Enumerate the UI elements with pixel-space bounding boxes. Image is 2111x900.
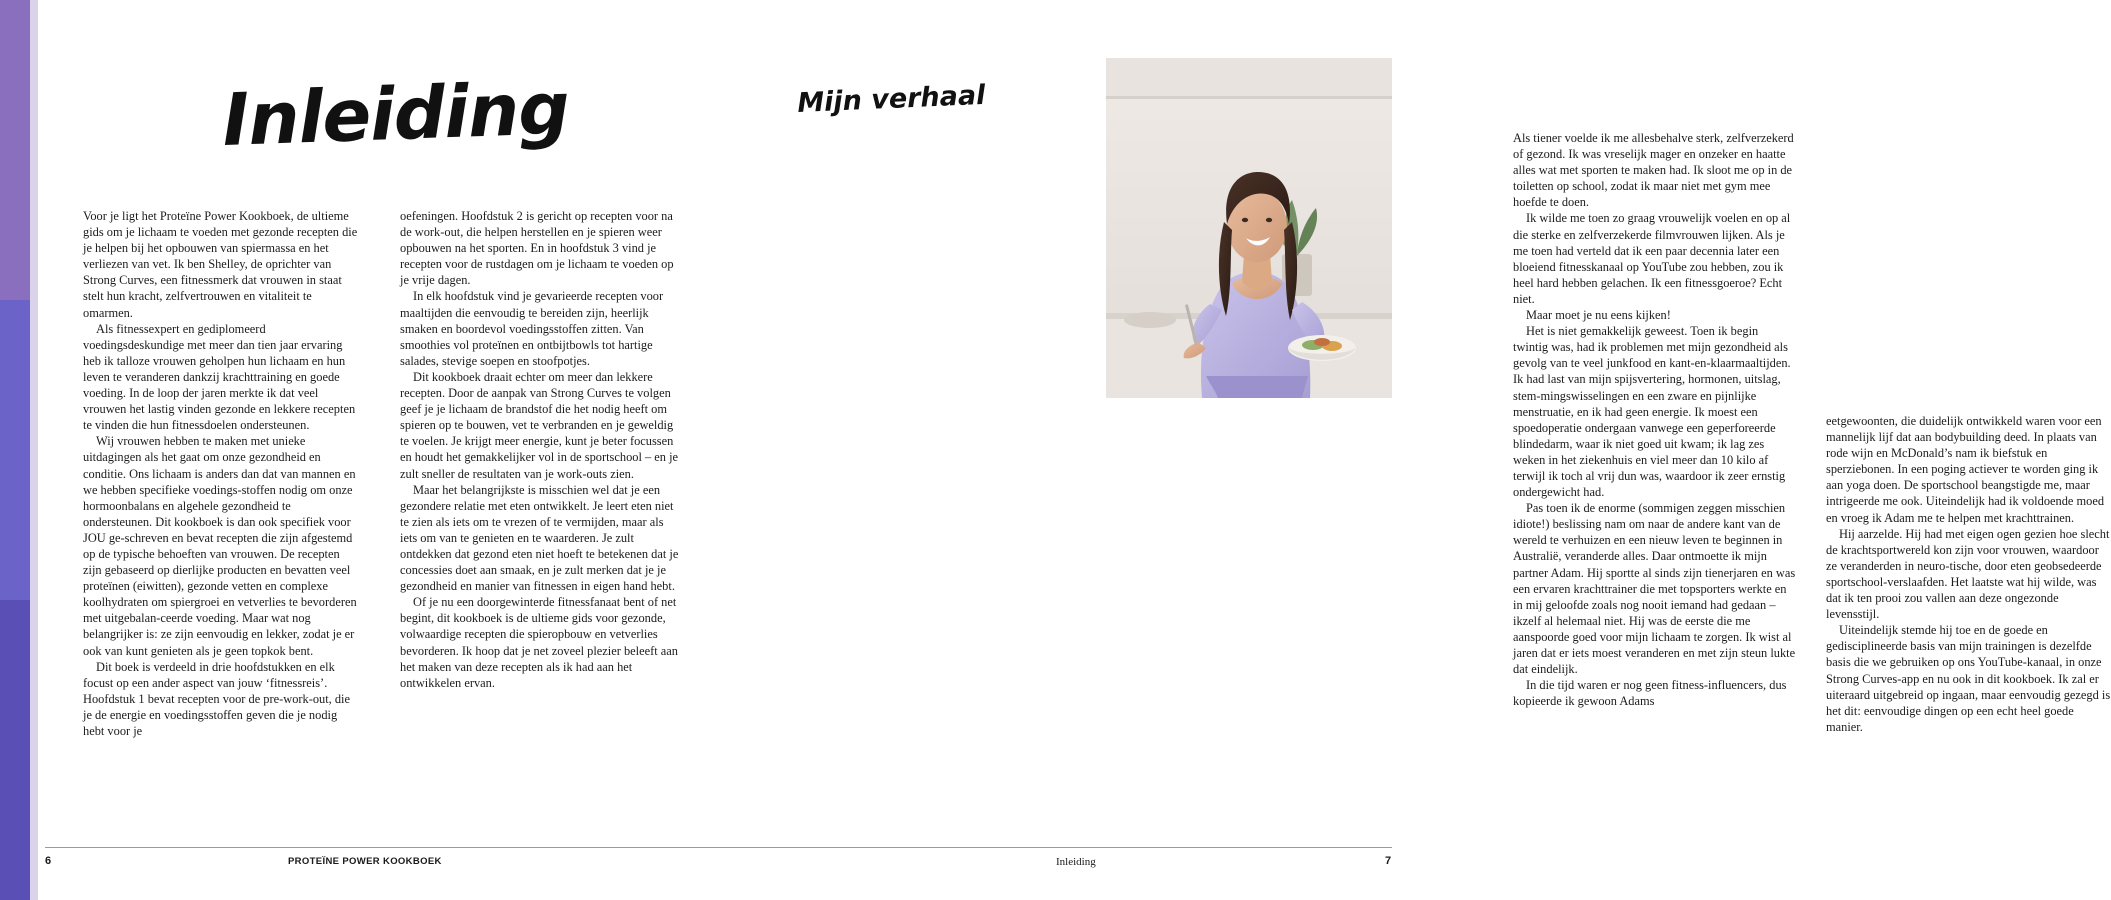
left-column-two — [400, 208, 683, 691]
paragraph: Hij aarzelde. Hij had met eigen ogen gezien hoe slecht de krachtsportwereld kon zijn voor vrouwen, waardoor ze veranderden in neuro-tische, door eten geobsedeerde sportschool-verslaafden. Het laatste wat hij wilde, was dat ik ten prooi zou vallen aan deze ongezonde levensstijl. — [1826, 526, 2110, 622]
paragraph: Dit kookboek draait echter om meer dan lekkere recepten. Door de aanpak van Strong Curves te volgen geef je je lichaam de brandstof die het nodig heeft om spieren op te bouwen, vet te verbranden en je geweldig te voelen. Je krijgt meer energie, kunt je beter focussen en houdt het gemakkelijker vol in de sportschool – en je zult sneller de resultaten van je work-outs zien. — [400, 369, 679, 481]
paragraph: Uiteindelijk stemde hij toe en de goede en gedisciplineerde basis van mijn trainingen is dezelfde basis die we gebruiken op ons YouTube-kanaal, in onze Strong Curves-app en nu ook in dit kookboek. Ik zal er uiteraard uitgebreid op ingaan, maar eenvoudig gezegd is het dit: eenvoudige dingen op een echt heel goede manier. — [1826, 623, 2111, 734]
paragraph: eetgewoonten, die duidelijk ontwikkeld waren voor een mannelijk lijf dat aan bodybuilding deed. In plaats van rode wijn en McDonald’s nam ik biefstuk en sperziebonen. In een poging actiever te worden ging ik aan yoga doen. De sportschool beangstigde me, maar intrigeerde me ook. Uiteindelijk had ik voldoende moed en vroeg ik Adam me te helpen met krachttrainen. — [1826, 414, 2105, 525]
page-left — [38, 0, 720, 900]
page-number-left: 6 — [45, 855, 52, 867]
paragraph: Ik wilde me toen zo graag vrouwelijk voelen en op al die sterke en zelfverzekerde filmvrouwen lijken. Als je me toen had verteld dat ik een paar decennia later een bloeiend fitnesskanaal op YouTube zou hebben, zou ik heel hard hebben gelachen. Ik een fitnessgoeroe? Echt niet. — [1513, 211, 1791, 306]
spine-color-bar — [0, 0, 30, 900]
right-column-one — [1513, 130, 1796, 709]
page-title: Inleiding — [221, 65, 571, 162]
paragraph: Het is niet gemakkelijk geweest. Toen ik begin twintig was, had ik problemen met mijn gezondheid als gevolg van te veel junkfood en kant-en-klaarmaaltijden. Ik had last van mijn spijsvertering, hormonen, uitslag, stem-mingswisselingen en een zware en pijnlijke menstruatie, en ik had geen energie. Ik moest een spoedoperatie ondergaan vanwege een geperforeerde blindedarm, waar ik niet goed uit kwam; ik lag zes weken in het ziekenhuis en viel meer dan 10 kilo af terwijl ik toch al vrij dun was, waardoor ik zeer ernstig ondergewicht had. — [1513, 324, 1791, 500]
paragraph: Wij vrouwen hebben te maken met unieke uitdagingen als het gaat om onze gezondheid en conditie. Ons lichaam is anders dan dat van mannen en we hebben specifieke voedings-stoffen nodig om onze hormoonbalans en algehele gezondheid te ondersteunen. Dit kookboek is dan ook specifiek voor JOU ge-schreven en bevat recepten die zijn afgestemd op de typische behoeften van vrouwen. De recepten zijn gebaseerd op dierlijke producten en bevatten veel proteïnen (eiwitten), gezonde vetten en complexe koolhydraten om spiergroei en vetverlies te bevorderen met uitgebalan-ceerde voeding. Maar wat nog belangrijker is: ze zijn eenvoudig en lekker, zodat je er ook van kunt genieten als je geen topkok bent. — [83, 434, 357, 658]
paragraph: Of je nu een doorgewinterde fitnessfanaat bent of net begint, dit kookboek is de ultieme gids voor gezonde, volwaardige recepten die spieropbouw en vetverlies bevorderen. Ik hoop dat je net zoveel plezier beleeft aan het maken van deze recepten als ik had aan het ontwikkelen ervan. — [400, 595, 678, 690]
spine-segment-top — [0, 0, 30, 300]
paragraph: In die tijd waren er nog geen fitness-influencers, dus kopieerde ik gewoon Adams — [1513, 678, 1787, 709]
spine-inner-strip — [30, 0, 38, 900]
section-heading: Mijn verhaal — [796, 79, 986, 119]
spine-segment-middle — [0, 300, 30, 600]
left-column-one — [83, 208, 360, 739]
running-head-left: PROTEÏNE POWER KOOKBOEK — [288, 856, 442, 867]
paragraph: Voor je ligt het Proteïne Power Kookboek, de ultieme gids om je lichaam te voeden met gezonde recepten die je helpen bij het opbouwen van spiermassa en het verliezen van vet. Ik ben Shelley, de oprichter van Strong Curves, een fitnessmerk dat vrouwen in staat stelt hun kracht, zelfvertrouwen en vitaliteit te omarmen. — [83, 209, 358, 320]
author-portrait-photo — [1106, 58, 1392, 398]
running-head-right: Inleiding — [1056, 856, 1096, 868]
paragraph: Als fitnessexpert en gediplomeerd voedingsdeskundige met meer dan tien jaar ervaring heb ik talloze vrouwen geholpen hun lichaam en hun leven te veranderen dankzij krachttraining en goede voeding. In de loop der jaren merkte ik dat veel vrouwen het lastig vinden gezonde en lekkere recepten te vinden die hun fitnessdoelen ondersteunen. — [83, 321, 356, 433]
footer-divider — [45, 847, 1392, 848]
paragraph: Maar het belangrijkste is misschien wel dat je een gezondere relatie met eten ontwikkelt. Je leert eten niet te zien als iets om te vrezen of te vermijden, maar als iets om van te genieten en te waarderen. Je zult ontdekken dat gezond eten niet hoeft te betekenen dat je concessies doet aan smaak, en je zult merken dat je je gezondheid en manier van fitnessen in eigen hand hebt. — [400, 482, 679, 594]
paragraph: oefeningen. Hoofdstuk 2 is gericht op recepten voor na de work-out, die helpen herstellen en je spieren weer opbouwen na het sporten. En in hoofdstuk 3 vind je recepten voor de rustdagen om je lichaam te voeden op je vrije dagen. — [400, 209, 674, 288]
paragraph: Pas toen ik de enorme (sommigen zeggen misschien idiote!) beslissing nam om naar de andere kant van de wereld te verhuizen en een nieuw leven te beginnen in Australië, veranderde alles. Daar ontmoette ik mijn partner Adam. Hij sportte al sinds zijn tienerjaren en was een ervaren krachttrainer die met topsporters werkte en in mij geloofde zoals nog nooit iemand had gedaan – ikzelf al helemaal niet. Hij was de eerste die me aanspoorde goed voor mijn lichaam te zorgen. Ik wist al jaren dat er iets moest veranderen en met zijn steun lukte dat eindelijk. — [1513, 501, 1796, 677]
paragraph: Dit boek is verdeeld in drie hoofdstukken en elk focust op een ander aspect van jouw ‘fitnessreis’. Hoofdstuk 1 bevat recepten voor de pre-work-out, die je de energie en voedingsstoffen geven die je nodig hebt voor je — [83, 659, 350, 738]
right-column-two — [1826, 413, 2111, 735]
paragraph: Als tiener voelde ik me allesbehalve sterk, zelfverzekerd of gezond. Ik was vreselijk mager en onzeker en haatte alles wat met sporten te maken had. Ik sloot me op in de toiletten op school, zodat ik maar niet met gym mee hoefde te doen. — [1513, 131, 1794, 210]
paragraph: Maar moet je nu eens kijken! — [1526, 308, 1671, 323]
portrait-illustration — [1106, 58, 1392, 398]
spine-segment-bottom — [0, 600, 30, 900]
paragraph: In elk hoofdstuk vind je gevarieerde recepten voor maaltijden die eenvoudig te bereiden zijn, heerlijk smaken en boordevol voedingsstoffen zitten. Van smoothies vol proteïnen en ontbijtbowls tot hartige salades, stevige soepen en stoofpotjes. — [400, 289, 664, 368]
page-number-right: 7 — [1385, 855, 1392, 867]
